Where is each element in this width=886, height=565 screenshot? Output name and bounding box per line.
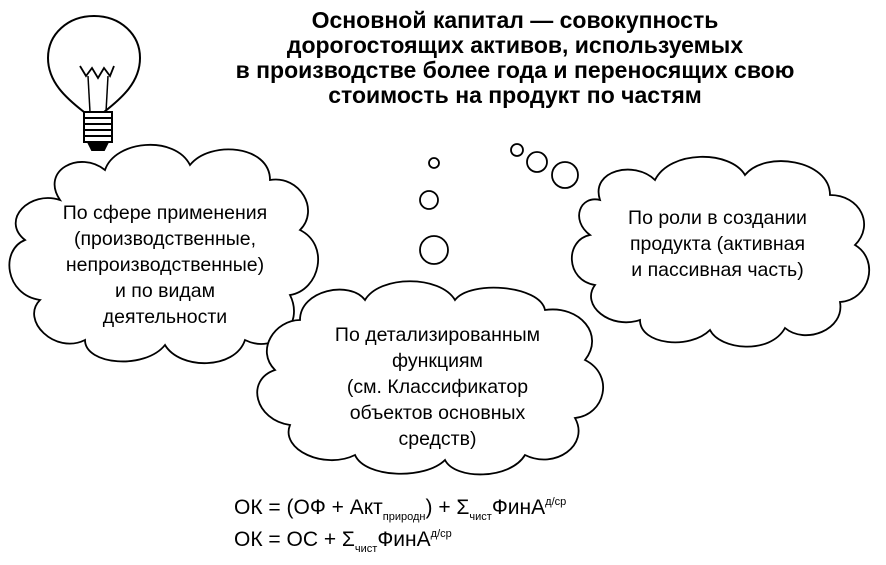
formula-2-superscript: д/ср [430,528,452,540]
title-line: дорогостоящих активов, используемых [286,32,744,58]
cloud-right-line: и пассивная часть) [631,259,804,281]
formula-2-part: ОК = ОС + Σ [234,528,355,551]
title-line: стоимость на продукт по частям [328,82,702,108]
cloud-center-line: функциям [392,350,483,372]
cloud-left-line: деятельности [102,306,228,328]
thought-bubbles [420,144,578,264]
formula-1 [234,496,567,523]
cloud-left-line: (производственные, [74,228,256,250]
formula-1-part: ОК = (ОФ + Акт [234,496,383,519]
cloud-center-line: объектов основных [349,402,526,424]
cloud-left-line: и по видам [114,280,215,302]
formula-2-part: ФинА [377,528,431,551]
title-line: в производстве более года и переносящих свою [235,57,795,83]
cloud-right-line: продукта (активная [629,233,806,255]
formula-1-superscript: д/ср [545,496,567,508]
cloud-right-text [590,205,845,283]
cloud-right-line: По роли в создании [628,207,807,229]
title-line: Основной капитал — совокупность [311,7,719,33]
cloud-left-line: непроизводственные) [65,254,265,276]
formula-1-subscript: природн [382,511,426,523]
cloud-center-line: По детализированным [334,324,541,346]
light-bulb-icon [48,16,140,150]
formula-2-subscript: чист [354,543,378,555]
cloud-center-text [295,322,580,452]
cloud-left-line: По сфере применения [62,202,268,224]
page-title [150,8,880,108]
cloud-center-line: средств) [398,428,477,450]
cloud-center-line: (см. Классификатор [346,376,529,398]
formula-1-part: ) + Σ [425,496,470,519]
formula-1-part: ФинА [491,496,546,519]
formula-2 [234,528,452,555]
cloud-left-text [30,200,300,330]
formula-1-subscript: чист [469,511,492,523]
